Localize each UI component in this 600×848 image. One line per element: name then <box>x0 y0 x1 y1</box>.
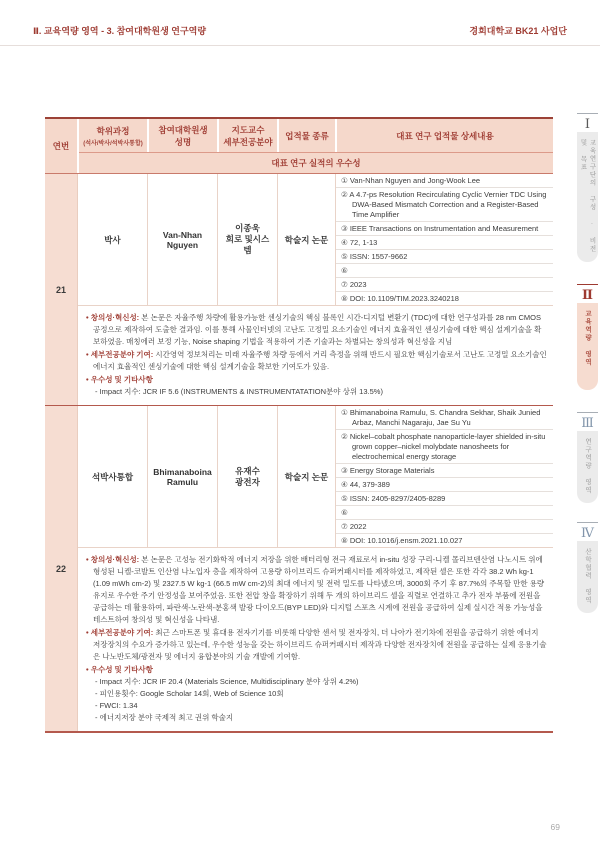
tab-label: 교육역량 영역 <box>584 310 591 367</box>
tab-label-box <box>577 541 598 613</box>
cell-student-name: Van-Nhan Nguyen <box>148 174 218 305</box>
detail-num: ⑤ <box>341 251 348 261</box>
bullet-label: 창의성·혁신성: <box>90 313 140 322</box>
tab-numeral: Ⅰ <box>584 116 591 131</box>
table-header <box>45 119 553 174</box>
detail-num: ④ <box>341 479 348 489</box>
detail-num: ④ <box>341 237 348 247</box>
detail-issn <box>336 492 553 506</box>
table-header-row1 <box>79 119 553 153</box>
detail-text: 72, 1-13 <box>349 237 378 247</box>
advisor-name: 이종욱 <box>235 223 260 233</box>
nav-tab-section2-active[interactable] <box>577 284 598 390</box>
detail-num: ⑥ <box>341 265 348 275</box>
bullet-label: 세부전공분야 기여: <box>90 628 154 637</box>
breadcrumb-section-title: Ⅱ. 교육역량 영역 - 3. 참여대학원생 연구역량 <box>33 26 207 36</box>
detail-doi <box>336 534 553 547</box>
tab-label-box <box>577 303 598 390</box>
tab-numeral: Ⅲ <box>581 415 594 430</box>
col-header-student-line1: 참여대학원생 <box>158 124 208 135</box>
col-header-advisor-line2: 세부전공분야 <box>223 136 273 147</box>
bullet-text: 최근 스마트폰 및 휴대용 전자기기를 비롯해 다양한 센서 및 전자장치, 더 나아가 전기차에 전원을 공급하기 위한 에너지 저장장치의 수요가 증가하고 있는데, 우수한 성능을 갖는 하이브리드 슈퍼커패시터 제작과 다양한 전자장치에 전원을 공급하는 실제 응용기술은 나노반도체/광전자 및 에너지 융합분야의 기술 개발에 기여함. <box>93 628 547 661</box>
detail-authors <box>336 174 553 188</box>
detail-num: ⑦ <box>341 521 348 531</box>
page-header <box>33 24 567 37</box>
excellence-item: - FWCI: 1.34 <box>95 701 138 710</box>
detail-doi <box>336 292 553 305</box>
achievement-table <box>45 117 553 733</box>
bullet-excellence <box>83 374 547 386</box>
detail-empty <box>336 264 553 278</box>
detail-num: ③ <box>341 465 348 475</box>
tab-label: 교육연구단의 구성 · 비전 및 목표 <box>579 139 596 253</box>
col-header-degree-title: 학위과정 <box>96 125 130 136</box>
table-row <box>45 405 553 731</box>
col-header-no: 연번 <box>45 119 79 173</box>
col-header-student-line2: 성명 <box>174 136 192 147</box>
col-header-advisor-line1: 지도교수 <box>231 124 265 135</box>
tab-label-box <box>577 431 598 503</box>
row-body <box>78 406 553 731</box>
col-header-pub-type: 업적물 종류 <box>279 119 337 152</box>
cell-details <box>336 174 553 305</box>
bullet-label: 우수성 및 기타사항 <box>90 665 153 674</box>
col-header-details: 대표 연구 업적물 상세내용 <box>396 130 494 141</box>
detail-year <box>336 278 553 292</box>
detail-journal <box>336 464 553 478</box>
detail-issn <box>336 250 553 264</box>
bullet-text: 본 논문은 고성능 전기화학적 에너지 저장을 위한 배터리형 전극 재료로서 in-situ 성장 구리-니켈 몰리브덴산염 나노시트 위에 형성된 니켈-코발트 인산염 나노입자 층을 제작하여 고용량 하이브리드 슈퍼커패시터를 제작하였고, 제작된 셀은 또한 각각 38.2 Wh kg-1 (1.09 mWh cm-2) 및 2327.5 W kg-1 (66.5 mW cm-2)의 최대 에너지 및 전력 밀도를 나타냈으며, 3000회 주기 후 87.7%의 주목할 만한 용량 유지로 우수한 주기 안정성을 보여주었음. 또한 전압 창을 확장하기 위해 두 개의 하이브리드 셀을 직렬로 연결하고 추가 전자 부품에 전원을 공급하는 데 활용하여, 파란색-노란색-분홍색 발광 다이오드(BYP LED)와 디지털 스포츠 시계에 전원을 공급하여 실제 실시간 적용 가능성을 테스트하여 창의성 및 혁신성을 나타냄. <box>93 555 545 624</box>
tab-label: 연구역량 영역 <box>584 438 591 495</box>
cell-pub-type: 학술지 논문 <box>278 174 336 305</box>
bullet-label: 창의성·혁신성: <box>90 555 140 564</box>
tab-label: 산학협력 영역 <box>584 548 591 605</box>
detail-title <box>336 430 553 464</box>
detail-num: ② <box>341 189 348 199</box>
page-number: 69 <box>550 822 560 832</box>
detail-volume <box>336 478 553 492</box>
bullet-label: 우수성 및 기타사항 <box>90 375 153 384</box>
cell-advisor <box>218 174 278 305</box>
detail-text: 44, 379-389 <box>349 479 390 489</box>
nav-tab-section3[interactable] <box>577 412 598 503</box>
detail-year <box>336 520 553 534</box>
cell-degree: 박사 <box>78 174 148 305</box>
tab-divider <box>577 284 598 285</box>
detail-num: ① <box>341 407 348 417</box>
cell-details <box>336 406 553 547</box>
bullet-text: 본 논문은 자율주행 차량에 활용가능한 센싱기술의 핵심 블록인 시간-디지털 변환기 (TDC)에 대한 연구성과를 28 nm CMOS공정으로 제작하여 도출한 결과임. 이를 통해 사물인터넷의 고난도 고정밀 요소기술인 에너지 효율적인 센싱기술에 대한 핵심 설계기술을 확보하였음. 매칭에러 보정 기능, Noise shaping 기법을 적용하여 기존 기술과는 차별되는 창의성과 혁신성을 지님 <box>93 313 542 346</box>
detail-text: A 4.7-ps Resolution Recirculating Cyclic Vernier TDC Using DWA-Based Mismatch Correction and a Register-Based Time Amplifier <box>349 189 547 219</box>
col-header-advisor <box>219 119 279 152</box>
detail-num: ⑤ <box>341 493 348 503</box>
row-number: 21 <box>45 174 78 405</box>
bullet-excellence <box>83 664 547 676</box>
tab-numeral: Ⅳ <box>581 525 594 540</box>
detail-num: ① <box>341 175 348 185</box>
header-divider <box>0 45 600 46</box>
detail-num: ③ <box>341 223 348 233</box>
detail-num: ⑧ <box>341 535 348 545</box>
detail-authors <box>336 406 553 430</box>
detail-text: 2023 <box>349 279 367 289</box>
tab-divider <box>577 522 598 523</box>
row-number: 22 <box>45 406 78 731</box>
detail-text: Van-Nhan Nguyen and Jong-Wook Lee <box>349 175 481 185</box>
detail-title <box>336 188 553 222</box>
nav-tab-section4[interactable] <box>577 522 598 613</box>
detail-num: ⑥ <box>341 507 348 517</box>
tab-divider <box>577 412 598 413</box>
detail-text: Bhimanaboina Ramulu, S. Chandra Sekhar, Shaik Junied Arbaz, Manchi Nagaraju, Jae Su Yu <box>349 407 541 427</box>
table-row <box>45 174 553 405</box>
bullet-creativity <box>83 554 547 626</box>
cell-pub-type: 학술지 논문 <box>278 406 336 547</box>
cell-advisor <box>218 406 278 547</box>
detail-volume <box>336 236 553 250</box>
detail-empty <box>336 506 553 520</box>
col-header-student <box>149 119 219 152</box>
bullet-contribution <box>83 627 547 663</box>
col-header-degree-sub: (석사/박사/석박사통합) <box>83 140 143 147</box>
nav-tab-section1[interactable] <box>577 113 598 262</box>
table-subheader-excellence: 대표 연구 실적의 우수성 <box>271 158 361 168</box>
detail-journal <box>336 222 553 236</box>
row-cells <box>78 174 553 306</box>
table-header-right <box>79 119 553 173</box>
tab-label-box <box>577 132 598 262</box>
detail-text: Energy Storage Materials <box>349 465 435 475</box>
detail-num: ⑧ <box>341 293 348 303</box>
detail-num: ② <box>341 431 348 441</box>
bullet-label: 세부전공분야 기여: <box>90 350 154 359</box>
detail-text: 2022 <box>349 521 367 531</box>
excellence-item: - 피인용횟수: Google Scholar 14회, Web of Science 10회 <box>95 689 284 698</box>
col-header-degree <box>79 119 149 152</box>
cell-degree: 석박사통합 <box>78 406 148 547</box>
excellence-item: - Impact 지수: JCR IF 5.6 (INSTRUMENTS & INSTRUMENTATATION분야 상위 13.5%) <box>95 387 383 396</box>
detail-text: ISSN: 1557-9662 <box>349 251 408 261</box>
advisor-field: 광전자 <box>235 476 260 487</box>
cell-student-name: Bhimanaboina Ramulu <box>148 406 218 547</box>
bullet-text: 시간영역 정보처리는 미래 자율주행 차량 등에서 거리 측정을 위해 반드시 필요한 핵심기술로서 고난도 고정밀 요소기술인 에너지 효율적인 센싱기술에 대한 핵심 설계기술을 확보한 기여도가 있음. <box>93 350 547 371</box>
detail-text: DOI: 10.1109/TIM.2023.3240218 <box>349 293 459 303</box>
bullet-creativity <box>83 312 547 348</box>
detail-text: IEEE Transactions on Instrumentation and Measurement <box>349 223 539 233</box>
advisor-name: 유재수 <box>235 465 260 476</box>
bullet-contribution <box>83 349 547 373</box>
detail-num: ⑦ <box>341 279 348 289</box>
detail-text: ISSN: 2405-8297/2405-8289 <box>349 493 446 503</box>
tab-divider <box>577 113 598 114</box>
detail-text: DOI: 10.1016/j.ensm.2021.10.027 <box>349 535 463 545</box>
excellence-item: - Impact 지수: JCR IF 20.4 (Materials Science, Multidisciplinary 분야 상위 4.2%) <box>95 677 359 686</box>
advisor-field: 회로 및시스템 <box>225 234 270 255</box>
org-title: 경희대학교 BK21 사업단 <box>469 26 567 36</box>
row-body <box>78 174 553 405</box>
excellence-item: - 에너지저장 분야 국제적 최고 권위 학술지 <box>95 713 234 722</box>
detail-text: Nickel–cobalt phosphate nanoparticle-layer shielded in-situ grown copper–nickel molybdate nanosheets for electrochemical energy storage <box>349 431 546 461</box>
row-excellence-text <box>78 548 553 731</box>
tab-numeral: Ⅱ <box>582 287 593 302</box>
row-excellence-text <box>78 306 553 405</box>
row-cells <box>78 406 553 548</box>
